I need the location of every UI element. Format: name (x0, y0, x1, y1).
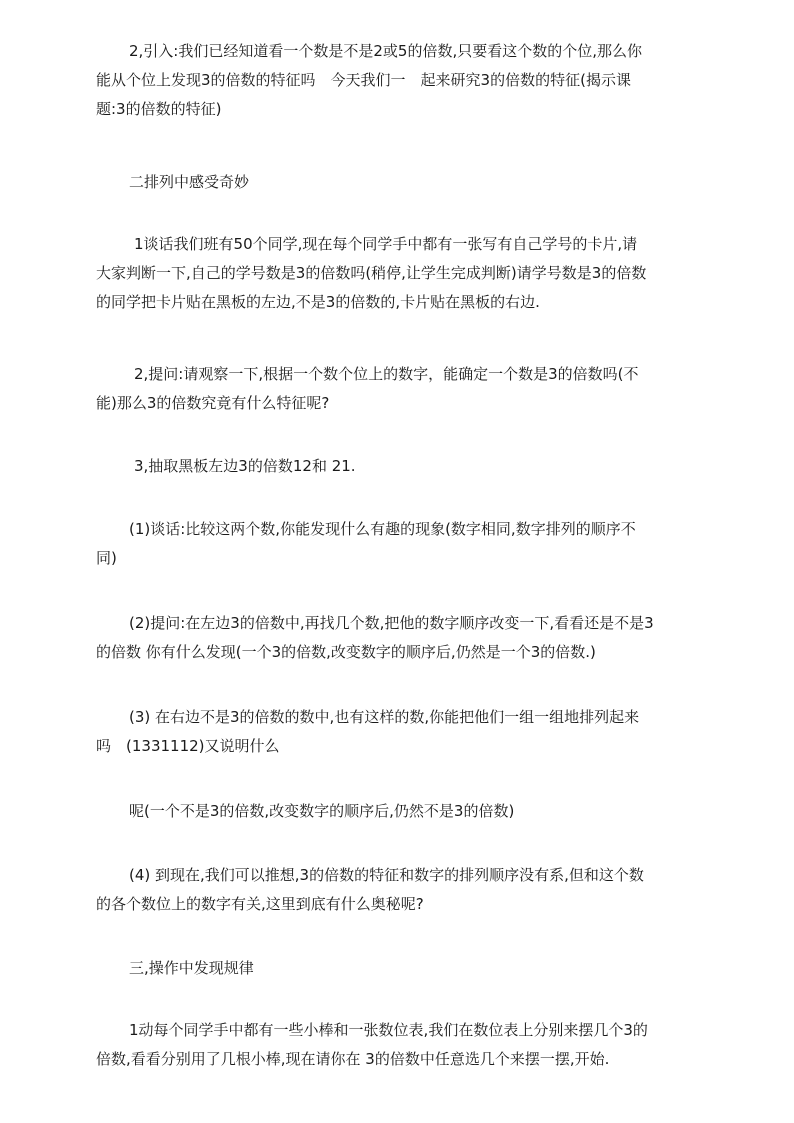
paragraph-extract (96, 452, 702, 481)
text-line: (4) 到现在,我们可以推想,3的倍数的特征和数字的排列顺序没有系,但和这个数 (129, 866, 644, 884)
paragraph-sub-3 (96, 703, 702, 761)
paragraph-talk (96, 230, 702, 317)
text-line: 1动每个同学手中都有一些小棒和一张数位表,我们在数位表上分别来摆几个3的 (129, 1021, 648, 1039)
text-line: (2)提问:在左边3的倍数中,再找几个数,把他的数字顺序改变一下,看看还是不是3 (129, 614, 654, 632)
text-line: 同) (96, 549, 117, 567)
text-line: 的同学把卡片贴在黑板的左边,不是3的倍数的,卡片贴在黑板的右边. (96, 293, 540, 311)
paragraph-sub-3-answer (96, 797, 702, 826)
paragraph-activity (96, 1016, 702, 1074)
text-line: 三,操作中发现规律 (129, 959, 254, 977)
text-line: 能)那么3的倍数究竟有什么特征呢? (96, 394, 330, 412)
text-line: 呢(一个不是3的倍数,改变数字的顺序后,仍然不是3的倍数) (129, 802, 515, 820)
text-line: 2,提问:请观察一下,根据一个数个位上的数字，能确定一个数是3的倍数吗(不 (134, 365, 639, 383)
text-line: (3) 在右边不是3的倍数的数中,也有这样的数,你能把他们一组一组地排列起来 (129, 708, 640, 726)
paragraph-sub-2 (96, 609, 702, 667)
section-heading (96, 954, 702, 983)
section-heading (96, 168, 702, 197)
text-line: 题:3的倍数的特征) (96, 100, 222, 118)
paragraph-question (96, 360, 702, 418)
text-line: 能从个位上发现3的倍数的特征吗 今天我们一 起来研究3的倍数的特征(揭示课 (96, 71, 631, 89)
text-line: 大家判断一下,自己的学号数是3的倍数吗(稍停,让学生完成判断)请学号数是3的倍数 (96, 264, 647, 282)
text-line: 3,抽取黑板左边3的倍数12和 21. (134, 457, 356, 475)
paragraph-intro (96, 37, 702, 124)
text-line: 吗 (1331112)又说明什么 (96, 737, 280, 755)
text-line: 二排列中感受奇妙 (129, 173, 250, 191)
text-line: 2,引入:我们已经知道看一个数是不是2或5的倍数,只要看这个数的个位,那么你 (129, 42, 642, 60)
text-line: 1谈话我们班有50个同学,现在每个同学手中都有一张写有自己学号的卡片,请 (134, 235, 638, 253)
paragraph-sub-4 (96, 861, 702, 919)
text-line: (1)谈话:比较这两个数,你能发现什么有趣的现象(数字相同,数字排列的顺序不 (129, 520, 636, 538)
text-line: 的各个数位上的数字有关,这里到底有什么奥秘呢? (96, 895, 424, 913)
text-line: 倍数,看看分别用了几根小棒,现在请你在 3的倍数中任意选几个来摆一摆,开始. (96, 1050, 610, 1068)
text-line: 的倍数 你有什么发现(一个3的倍数,改变数字的顺序后,仍然是一个3的倍数.) (96, 643, 596, 661)
paragraph-sub-1 (96, 515, 702, 573)
